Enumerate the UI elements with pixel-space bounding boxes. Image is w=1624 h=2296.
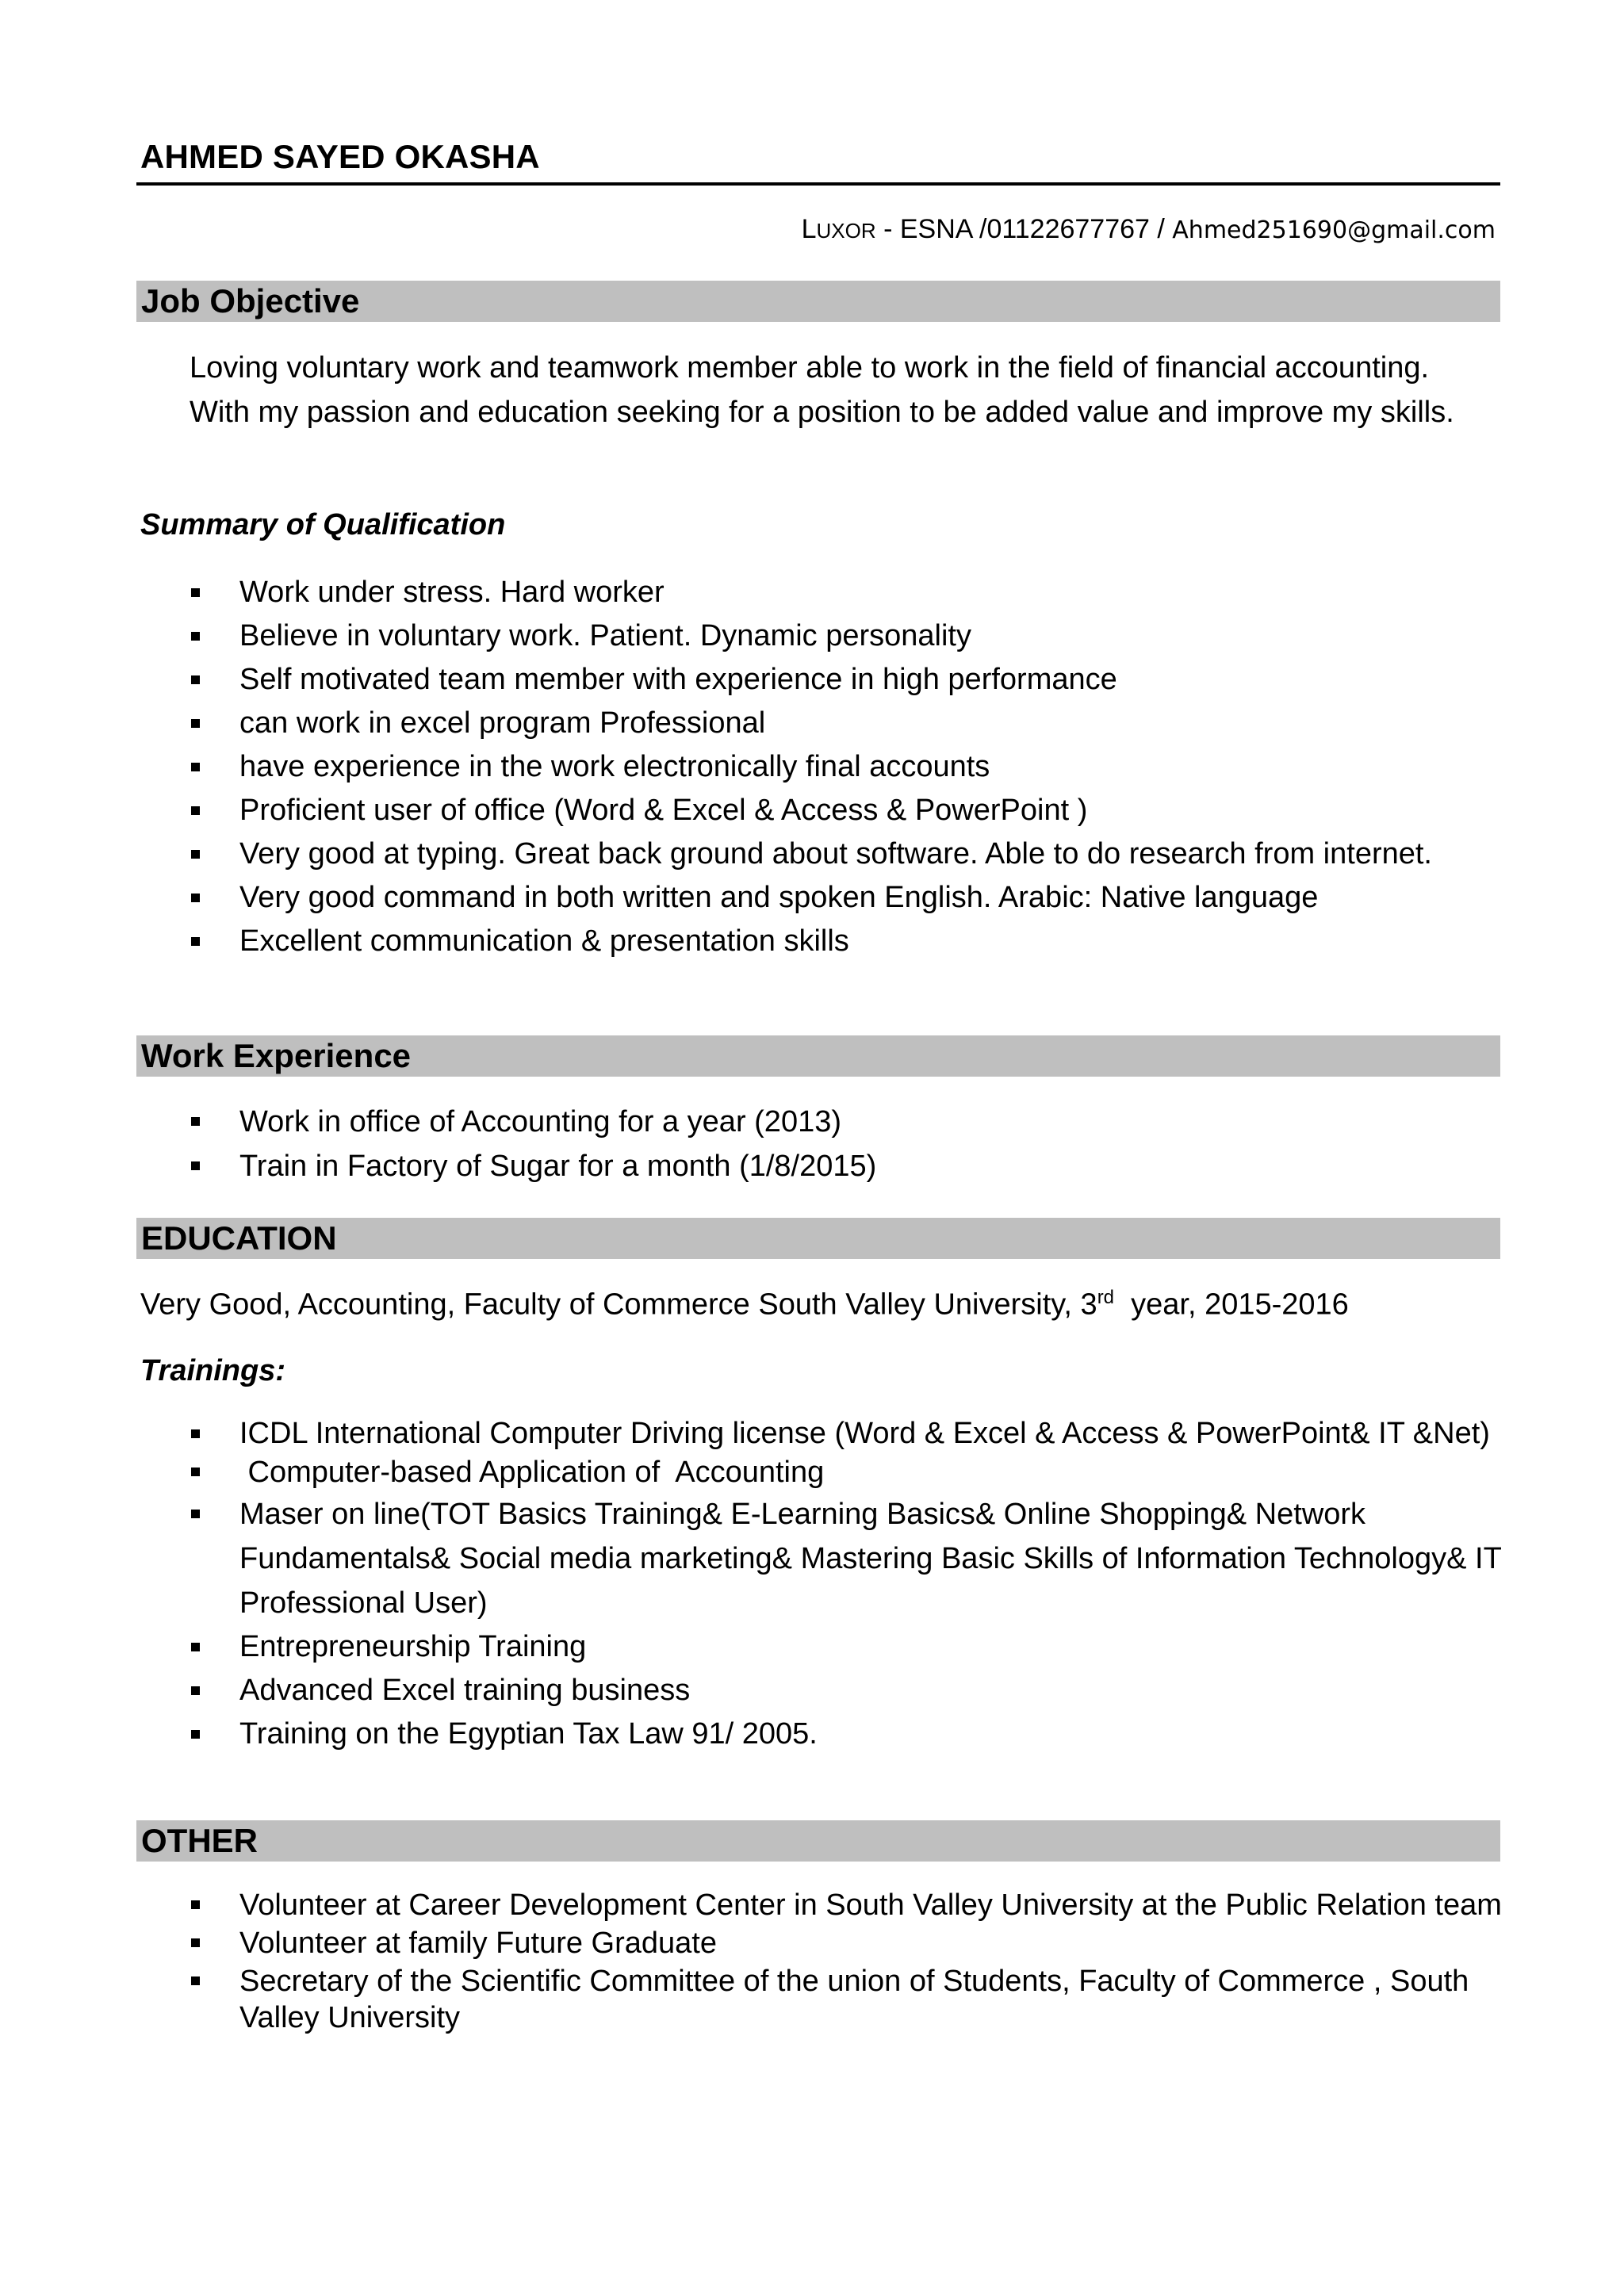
list-item-text: Train in Factory of Sugar for a month (1/8/2015) — [239, 1150, 877, 1183]
list-item — [0, 1925, 1624, 1961]
bullet-square-icon — [191, 1510, 200, 1518]
section-title-work-experience: Work Experience — [141, 1037, 412, 1074]
list-item-text: Believe in voluntary work. Patient. Dynamic personality — [239, 619, 971, 652]
bullet-square-icon — [191, 1161, 200, 1170]
list-item — [0, 1144, 1624, 1188]
list-item-text: Secretary of the Scientific Committee of the union of Students, Faculty of Commerce , South Valley University — [239, 1965, 1469, 2034]
bullet-square-icon — [191, 806, 200, 815]
education-entry-text: Very Good, Accounting, Faculty of Commerce South Valley University, 3 — [140, 1288, 1097, 1322]
list-item — [0, 1963, 1624, 2036]
bullet-square-icon — [191, 1938, 200, 1947]
bullet-square-icon — [191, 1468, 200, 1476]
name-underline-divider — [136, 182, 1500, 186]
bullet-square-icon — [191, 850, 200, 859]
bullet-square-icon — [191, 1900, 200, 1909]
list-item — [0, 1100, 1624, 1144]
job-objective-text: Loving voluntary work and teamwork member able to work in the field of financial accounting. With my passion and education seeking for a position to be added value and improve my skills. — [190, 351, 1454, 429]
bullet-square-icon — [191, 588, 200, 597]
list-item — [0, 571, 1624, 614]
list-item-text: Training on the Egyptian Tax Law 91/ 2005. — [239, 1717, 818, 1751]
bullet-square-icon — [191, 1643, 200, 1651]
list-item-text: Work in office of Accounting for a year (2013) — [239, 1105, 841, 1138]
section-bar-other — [136, 1820, 1500, 1862]
bullet-square-icon — [191, 1117, 200, 1126]
candidate-name: AHMED SAYED OKASHA — [140, 138, 540, 175]
list-item-text: Very good at typing. Great back ground about software. Able to do research from internet. — [239, 837, 1432, 871]
list-item-text: Computer-based Application of Accounting — [239, 1456, 825, 1489]
contact-email: Ahmed251690@gmail.com — [1172, 216, 1496, 244]
list-item-text: have experience in the work electronically final accounts — [239, 750, 990, 783]
education-entry — [140, 1287, 1349, 1322]
list-item — [0, 1887, 1624, 1923]
list-item-text: Self motivated team member with experience in high performance — [239, 663, 1117, 696]
section-title-job-objective: Job Objective — [141, 282, 360, 320]
list-item — [0, 1625, 1624, 1669]
list-item-text: Proficient user of office (Word & Excel & Access & PowerPoint ) — [239, 794, 1088, 827]
bullet-square-icon — [191, 1429, 200, 1438]
subhead-trainings: Trainings: — [140, 1354, 285, 1387]
list-item-text: Advanced Excel training business — [239, 1674, 691, 1707]
education-entry-year: year, 2015-2016 — [1114, 1288, 1349, 1322]
bullet-square-icon — [191, 675, 200, 684]
summary-list — [0, 571, 1624, 963]
list-item-text: Maser on line(TOT Basics Training& E-Learning Basics& Online Shopping& Network Fundamentals& Social media marketing& Mastering Basic Skills of Information Technology& IT Professional User) — [239, 1498, 1502, 1620]
contact-location-phone: - ESNA /01122677767 / — [875, 214, 1173, 244]
contact-line — [802, 214, 1496, 245]
bullet-square-icon — [191, 719, 200, 728]
list-item — [0, 876, 1624, 920]
list-item-text: Volunteer at Career Development Center in South Valley University at the Public Relation team — [239, 1888, 1502, 1922]
bullet-square-icon — [191, 763, 200, 771]
list-item-text: can work in excel program Professional — [239, 706, 766, 740]
list-item-text: Very good command in both written and spoken English. Arabic: Native language — [239, 881, 1319, 914]
trainings-list — [0, 1415, 1624, 1756]
list-item — [0, 658, 1624, 702]
list-item — [0, 832, 1624, 876]
list-item — [0, 702, 1624, 745]
list-item-text: Work under stress. Hard worker — [239, 576, 665, 609]
contact-city-rest: UXOR — [816, 219, 876, 243]
bullet-square-icon — [191, 1686, 200, 1695]
list-item-text: Excellent communication & presentation skills — [239, 924, 849, 958]
bullet-square-icon — [191, 1730, 200, 1739]
list-item — [0, 920, 1624, 963]
work-experience-list — [0, 1100, 1624, 1188]
education-ordinal-suffix: rd — [1097, 1287, 1115, 1308]
section-title-education: EDUCATION — [141, 1219, 337, 1257]
list-item — [0, 1669, 1624, 1712]
section-title-other: OTHER — [141, 1822, 258, 1859]
list-item — [0, 1452, 1624, 1492]
other-list — [0, 1887, 1624, 2036]
list-item-text: Entrepreneurship Training — [239, 1630, 587, 1663]
contact-city-initial: L — [801, 214, 817, 244]
list-item — [0, 1712, 1624, 1756]
list-item — [0, 1492, 1624, 1625]
list-item-text: ICDL International Computer Driving license (Word & Excel & Access & PowerPoint& IT &Net) — [239, 1417, 1490, 1450]
list-item — [0, 789, 1624, 832]
section-bar-education — [136, 1218, 1500, 1259]
bullet-square-icon — [191, 632, 200, 641]
list-item — [0, 745, 1624, 789]
list-item — [0, 1415, 1624, 1452]
list-item — [0, 614, 1624, 658]
subhead-summary-of-qualification: Summary of Qualification — [140, 508, 506, 541]
bullet-square-icon — [191, 937, 200, 946]
list-item-text: Volunteer at family Future Graduate — [239, 1927, 717, 1960]
bullet-square-icon — [191, 1976, 200, 1985]
bullet-square-icon — [191, 894, 200, 902]
